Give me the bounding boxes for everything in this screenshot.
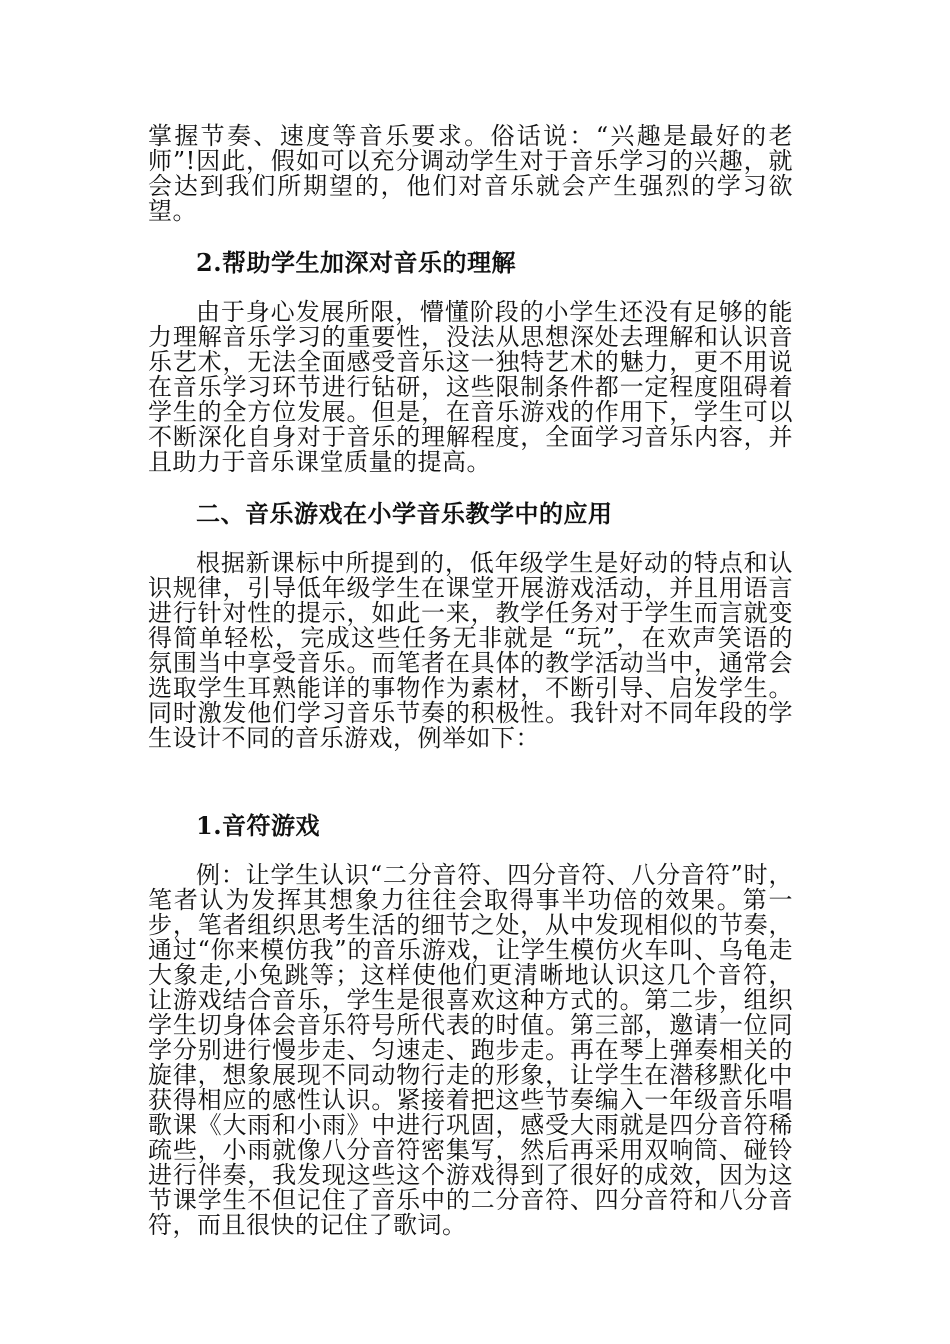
heading-note-game: 1.音符游戏 [196,811,321,840]
paragraph-understanding: 由于身心发展所限，懵懂阶段的小学生还没有足够的能力理解音乐学习的重要性，没法从思想深处去理解和认识音乐艺术，无法全面感受音乐这一独特艺术的魅力，更不用说在音乐学习环节进行钻研，这些限制条件都一定程度阻碍着学生的全方位发展。但是，在音乐游戏的作用下，学生可以不断深化自身对于音乐的理解程度，全面学习音乐内容，并且助力于音乐课堂质量的提高。 [148,298,793,476]
heading-deepen-understanding: 2.帮助学生加深对音乐的理解 [196,248,517,277]
spacer [148,529,793,551]
spacer [148,751,793,811]
spacer [148,475,793,499]
spacer [148,841,793,863]
heading-application: 二、音乐游戏在小学音乐教学中的应用 [196,499,613,528]
spacer [148,278,793,300]
document-body [148,124,793,1238]
spacer [148,224,793,248]
paragraph-interest: 掌握节奏、速度等音乐要求。俗话说：“兴趣是最好的老师”!因此，假如可以充分调动学生对于音乐学习的兴趣，就会达到我们所期望的，他们对音乐就会产生强烈的学习欲望。 [148,122,793,225]
paragraph-note-game: 例：让学生认识“二分音符、四分音符、八分音符”时，笔者认为发挥其想象力往往会取得事半功倍的效果。第一步，笔者组织思考生活的细节之处，从中发现相似的节奏，通过“你来模仿我”的音乐游戏，让学生模仿火车叫、乌龟走大象走,小兔跳等；这样使他们更清晰地认识这几个音符，让游戏结合音乐，学生是很喜欢这种方式的。第二步，组织学生切身体会音乐符号所代表的时值。第三部，邀请一位同学分别进行慢步走、匀速走、跑步走。再在琴上弹奏相关的旋律，想象展现不同动物行走的形象，让学生在潜移默化中获得相应的感性认识。紧接着把这些节奏编入一年级音乐唱歌课《大雨和小雨》中进行巩固，感受大雨就是四分音符稀疏些，小雨就像八分音符密集写，然后再采用双响筒、碰铃进行伴奏，我发现这些这个游戏得到了很好的成效，因为这节课学生不但记住了音乐中的二分音符、四分音符和八分音符，而且很快的记住了歌词。 [148,861,793,1239]
paragraph-application: 根据新课标中所提到的，低年级学生是好动的特点和认识规律，引导低年级学生在课堂开展游戏活动，并且用语言进行针对性的提示，如此一来，教学任务对于学生而言就变得简单轻松，完成这些任务无非就是 “玩”，在欢声笑语的氛围当中享受音乐。而笔者在具体的教学活动当中，通常会选取学生耳熟能详的事物作为素材，不断引导、启发学生。同时激发他们学习音乐节奏的积极性。我针对不同年段的学生设计不同的音乐游戏，例举如下： [148,549,793,752]
